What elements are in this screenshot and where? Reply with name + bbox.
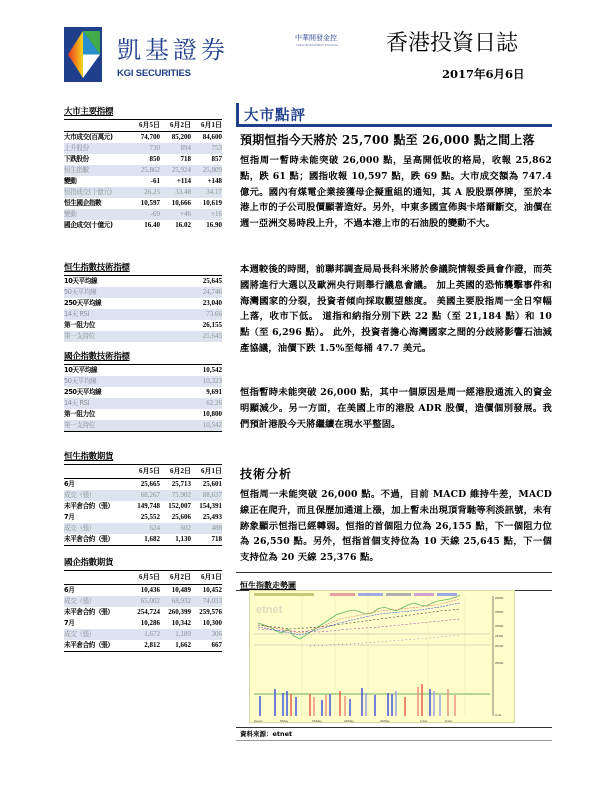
row-value: 68,267 [140, 491, 160, 499]
table-row [64, 165, 222, 176]
row-value: 16.40 [144, 221, 160, 229]
row-label: 成交（張） [64, 597, 95, 605]
parent-company-en: CHINA DEVELOPMENT FINANCIAL [296, 44, 339, 47]
parent-company-cn: 中華開發金控 [295, 34, 337, 42]
row-value: 1,672 [144, 630, 160, 638]
row-value: 718 [180, 155, 191, 163]
row-value: 718 [211, 535, 222, 543]
row-value: 10,300 [202, 619, 222, 627]
row-value: 68,932 [171, 597, 191, 605]
row-value: 10,597 [140, 199, 160, 207]
table-row [64, 618, 222, 629]
row-value: 1,662 [175, 641, 191, 649]
row-value: 23,040 [202, 299, 222, 307]
row-value: 33.48 [175, 188, 191, 196]
row-label: 恒生指數 [64, 166, 89, 174]
row-value: 10,666 [171, 199, 191, 207]
row-value: 84,600 [202, 133, 222, 141]
brand-name-cn: 凱基證券 [117, 36, 229, 64]
row-value: 85,200 [171, 133, 191, 141]
row-value: 24,746 [202, 288, 222, 296]
table-row [64, 629, 222, 640]
row-value: 306 [211, 630, 222, 638]
row-label: 6月 [64, 586, 75, 594]
row-value: 25,645 [202, 332, 222, 340]
table-row [64, 387, 222, 398]
table-row [64, 596, 222, 607]
row-label: 第一阻力位 [64, 321, 95, 329]
row-value: 1,189 [175, 630, 191, 638]
section-header-market-commentary: 大市點評 [236, 103, 552, 127]
table-row [64, 607, 222, 618]
headline: 預期恒指今天將於 25,700 點至 26,000 點之間上落 [240, 133, 535, 147]
row-value: 730 [149, 144, 160, 152]
row-label: 第一支持位 [64, 421, 95, 429]
row-value: 75,902 [171, 491, 191, 499]
svg-text:Series: Series [254, 719, 263, 723]
row-label: 大市成交(百萬元) [64, 133, 113, 141]
table-row [64, 365, 222, 376]
row-label: 成交（張） [64, 524, 95, 532]
row-label: 未平倉合約（張） [64, 535, 114, 543]
svg-text:25800: 25800 [495, 610, 504, 614]
table-row [64, 143, 222, 154]
row-value: 850 [149, 155, 160, 163]
table-title: 恒生指數技術指標 [64, 263, 130, 273]
row-label: 上升股份 [64, 144, 89, 152]
kgi-logo [64, 27, 102, 82]
table-row [64, 132, 222, 143]
row-value: 25,665 [140, 480, 160, 488]
row-label: 14天 RSI [64, 399, 89, 407]
row-label: 國企成交(十億元) [64, 221, 113, 229]
row-label: 7月 [64, 619, 75, 627]
table-row [64, 409, 222, 420]
row-label: 7月 [64, 513, 75, 521]
svg-text:25200: 25200 [495, 644, 504, 648]
table-row [64, 298, 222, 309]
row-label: 50天平均線 [64, 288, 97, 296]
table-row [64, 220, 222, 231]
row-value: 10,542 [202, 421, 222, 429]
row-value: 667 [211, 641, 222, 649]
table-title: 大市主要指標 [64, 107, 114, 117]
hsi-trend-chart [249, 590, 515, 723]
row-value: 26,155 [202, 321, 222, 329]
chart-watermark: etnet [256, 604, 283, 616]
table-title: 恒生指數期貨 [64, 452, 114, 462]
row-label: 恒指成交(十億元) [64, 188, 112, 196]
commentary-paragraph-1: 恒指周一暫時未能突破 26,000 點，呈高開低收的格局，收報 25,862 點，跌 61 點；國指收報 10,597 點，跌 69 點。大市成交額為 747.4 億元。國內有煤電企業接獲母企擬重組的通知，其 A 股股票停牌，至於本港上市的子公司股價顯著造好。另外，中東多國宣佈與卡塔爾斷交，油價在週一亞洲交易時段上升，不過本港上市的石油股的變動不大。 [240, 155, 552, 230]
row-value: 25,713 [171, 480, 191, 488]
row-value: 10,342 [171, 619, 191, 627]
table-row [64, 490, 222, 501]
row-label: 第一支持位 [64, 332, 95, 340]
row-value: 10,489 [171, 586, 191, 594]
table-row [64, 154, 222, 165]
row-value: 74,700 [140, 133, 160, 141]
row-value: 25,809 [202, 166, 222, 174]
row-label: 14天 RSI [64, 310, 89, 318]
row-value: 65,002 [140, 597, 160, 605]
table-row [64, 398, 222, 409]
table-row [64, 309, 222, 320]
table-row [64, 512, 222, 523]
divider [236, 727, 552, 728]
row-value: 602 [180, 524, 191, 532]
row-value: 10,436 [140, 586, 160, 594]
market-indicators-table [64, 106, 222, 231]
row-label: 下跌股份 [64, 155, 89, 163]
row-value: +114 [176, 177, 191, 185]
row-value: 74,033 [202, 597, 222, 605]
table-row [64, 276, 222, 287]
row-value: 10,800 [202, 410, 222, 418]
table-row [64, 198, 222, 209]
table-row [64, 420, 222, 431]
row-label: 未平倉合約（張） [64, 608, 114, 616]
table-row [64, 523, 222, 534]
row-value: +46 [180, 210, 191, 218]
row-value: 34.17 [206, 188, 222, 196]
row-value: 624 [149, 524, 160, 532]
row-value: +148 [207, 177, 222, 185]
row-value: 260,399 [168, 608, 191, 616]
row-value: 26.25 [144, 188, 160, 196]
table-header: 6月5日 6月2日 6月1日 [139, 467, 222, 475]
row-label: 恒生國企指數 [64, 199, 102, 207]
svg-text:Cnts: Cnts [495, 713, 502, 717]
row-label: 未平倉合約（張） [64, 502, 114, 510]
row-value: 149,748 [137, 502, 160, 510]
row-value: 1,130 [175, 535, 191, 543]
row-value: 10,619 [202, 199, 222, 207]
row-value: 25,645 [202, 277, 222, 285]
row-value: 857 [211, 155, 222, 163]
table-header: 6月5日 6月2日 6月1日 [139, 121, 222, 129]
row-label: 變動 [64, 210, 77, 218]
table-row [64, 501, 222, 512]
svg-text:25400: 25400 [495, 634, 504, 638]
row-value: 62.26 [206, 399, 222, 407]
row-value: 254,724 [137, 608, 160, 616]
table-title: 國企指數技術指標 [64, 352, 130, 362]
divider [236, 572, 552, 573]
row-value: 10,286 [140, 619, 160, 627]
row-value: -61 [150, 177, 160, 185]
row-label: 變動 [64, 177, 77, 185]
row-value: 25,862 [140, 166, 160, 174]
row-value: 16.02 [175, 221, 191, 229]
row-value: 25,924 [171, 166, 191, 174]
hsi-technical-table [64, 262, 222, 342]
table-title: 國企指數期貨 [64, 558, 114, 568]
row-value: 753 [211, 144, 222, 152]
hsi-futures-table [64, 451, 222, 546]
svg-text:1/Jun: 1/Jun [420, 719, 428, 723]
svg-text:26000: 26000 [495, 596, 504, 600]
row-value: 1,682 [144, 535, 160, 543]
row-value: +16 [211, 210, 222, 218]
row-value: -69 [150, 210, 160, 218]
table-row [64, 176, 222, 187]
row-value: 259,576 [199, 608, 222, 616]
divider [236, 740, 552, 741]
row-label: 250天平均線 [64, 299, 102, 307]
svg-text:29/May: 29/May [380, 719, 390, 723]
chart-title: 恒生指數走勢圖 [240, 581, 296, 590]
table-row [64, 331, 222, 342]
document-date: 2017年6月6日 [442, 67, 525, 81]
row-value: 73.66 [206, 310, 222, 318]
table-row [64, 209, 222, 220]
row-label: 第一阻力位 [64, 410, 95, 418]
row-value: 488 [211, 524, 222, 532]
row-value: 10,323 [202, 377, 222, 385]
row-value: 16.90 [206, 221, 222, 229]
row-value: 88,637 [202, 491, 222, 499]
svg-text:25000: 25000 [495, 661, 504, 665]
row-label: 未平倉合約（張） [64, 641, 114, 649]
row-value: 25,493 [202, 513, 222, 521]
brand-name-en: KGI SECURITIES [117, 68, 191, 79]
hscei-futures-table [64, 557, 222, 652]
row-value: 25,552 [140, 513, 160, 521]
row-value: 9,691 [206, 388, 222, 396]
chart-source: 資料來源：etnet [240, 730, 293, 738]
table-row [64, 320, 222, 331]
row-value: 152,007 [168, 502, 191, 510]
table-row [64, 640, 222, 651]
table-row [64, 479, 222, 490]
row-value: 2,812 [144, 641, 160, 649]
technical-analysis-paragraph: 恒指周一未能突破 26,000 點。不過，目前 MACD 維持牛差，MACD 線正在爬升，而且保歷加通道上漲，加上暫未出現頂背馳等利淡訊號，未有跡象顯示恒指已經轉弱。恒指的首個阻力位為 26,155 點，下一個阻力位為 26,550 點。另外，恒指首個支持位為 10 天線 25,645 點，下一個支持位為 20 天線 25,376 點。 [240, 489, 552, 564]
row-label: 250天平均線 [64, 388, 102, 396]
commentary-paragraph-3: 恒指暫時未能突破 26,000 點，其中一個原因是周一經港股通流入的資金明顯減少。另一方面，在美國上市的港股 ADR 股價，造價個別發展。我們預計港股今天將繼續在現水平整固。 [240, 387, 552, 430]
row-value: 10,452 [202, 586, 222, 594]
row-label: 50天平均線 [64, 377, 97, 385]
row-value: 25,601 [202, 480, 222, 488]
document-title: 香港投資日誌 [386, 31, 519, 56]
row-label: 10天平均線 [64, 366, 98, 374]
table-row [64, 187, 222, 198]
technical-analysis-title: 技術分析 [240, 467, 293, 481]
row-value: 894 [180, 144, 191, 152]
row-label: 6月 [64, 480, 75, 488]
row-label: 10天平均線 [64, 277, 98, 285]
hscei-technical-table [64, 351, 222, 432]
svg-text:25600: 25600 [495, 624, 504, 628]
row-value: 10,542 [202, 366, 222, 374]
commentary-paragraph-2: 本週較後的時間，前聯邦調查局局長科米將於參議院情報委員會作證，而英國將進行大選以及歐洲央行則舉行議息會議。 加上英國的恐怖襲擊事件和海灣國家的分裂，投資者傾向採取觀望態度。 美國主要股指周一全日窄幅上落，收市下低。 道指和納指分別下跌 22 點（至 21,184 點）和 10 點（至 6,296 點）。 此外，投資者擔心海灣國家之間的分歧將影響石油減產協議，油價下跌 1.5%至每桶 47.7 美元。 [240, 264, 552, 354]
table-row [64, 376, 222, 387]
row-label: 成交（張） [64, 630, 95, 638]
row-value: 154,391 [199, 502, 222, 510]
table-row [64, 287, 222, 298]
table-row [64, 585, 222, 596]
table-row [64, 534, 222, 545]
table-header: 6月5日 6月2日 6月1日 [139, 573, 222, 581]
svg-text:5/May: 5/May [280, 719, 289, 723]
row-label: 成交（張） [64, 491, 95, 499]
row-value: 25,606 [171, 513, 191, 521]
svg-text:15/May: 15/May [312, 719, 322, 723]
svg-text:22/May: 22/May [344, 719, 354, 723]
svg-text:6/Jun: 6/Jun [445, 719, 453, 723]
